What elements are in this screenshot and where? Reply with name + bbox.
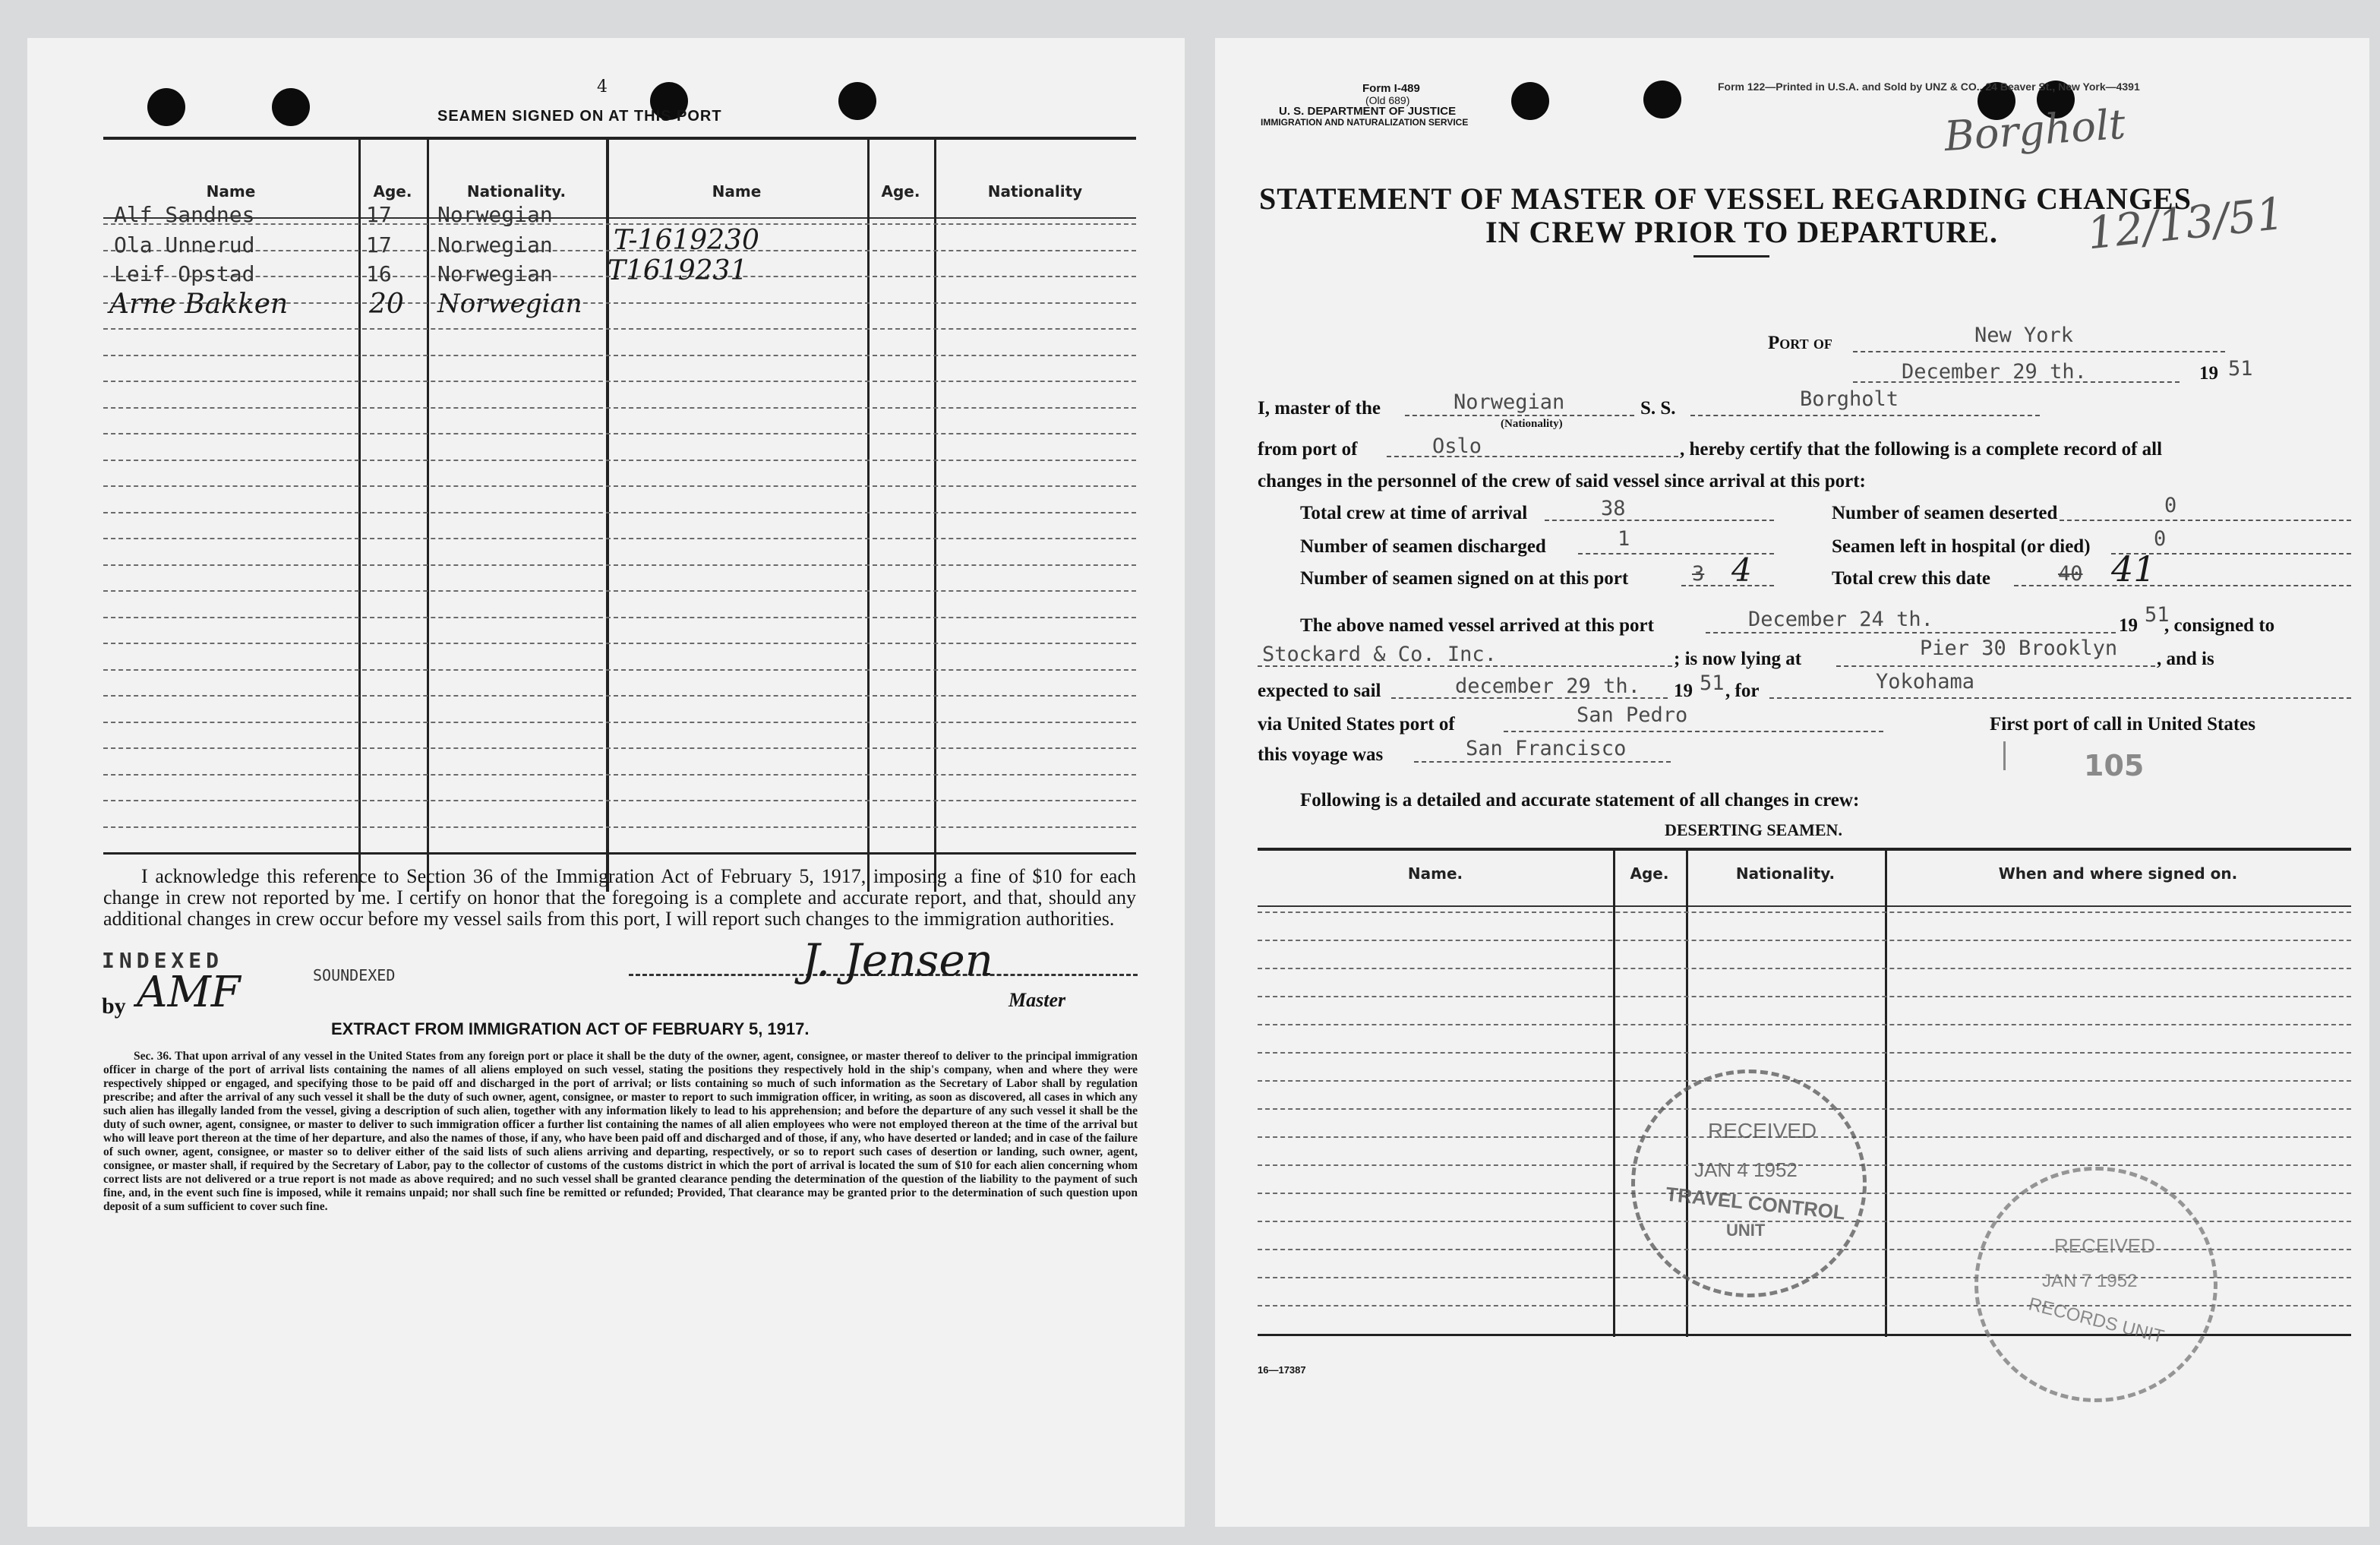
page-stamp: 105 <box>2084 749 2145 782</box>
right-page <box>1215 38 2369 1527</box>
table-header-rule <box>103 217 1136 219</box>
lying-value: Pier 30 Brooklyn <box>1920 637 2118 660</box>
stamp-received: RECEIVED <box>1708 1119 1817 1142</box>
crew-age: 17 <box>366 202 392 227</box>
signed-on-value: 4 <box>1731 551 1752 589</box>
signed-on-struck: 3 <box>1692 562 1705 586</box>
table-rule-line <box>103 512 1136 513</box>
arrived-year-prefix: 19 <box>2119 615 2138 636</box>
table-rule-line <box>103 590 1136 592</box>
punch-hole <box>147 88 185 126</box>
changes-text: changes in the personnel of the crew of said vessel since arrival at this port: <box>1258 471 1866 491</box>
total-crew-date-label: Total crew this date <box>1832 568 1991 589</box>
crew-name: Ola Unnerud <box>114 232 255 258</box>
desert-col-signed-on: When and where signed on. <box>1998 864 2238 883</box>
total-crew-arrival-value: 38 <box>1601 497 1626 520</box>
crew-age: 16 <box>366 261 392 286</box>
desert-table-header-rule <box>1258 905 2351 907</box>
for-line <box>1769 697 2351 699</box>
crew-nationality: Norwegian <box>437 232 553 258</box>
deserted-line <box>2060 520 2351 521</box>
table-bottom-rule <box>103 852 1136 855</box>
stamp-unit: TRAVEL CONTROL <box>1665 1182 1847 1224</box>
desert-rule-line <box>1258 1052 2351 1054</box>
desert-col-age: Age. <box>1630 864 1669 883</box>
via-label: via United States port of <box>1258 714 1455 735</box>
table-rule-line <box>103 328 1136 330</box>
table-rule-line <box>103 774 1136 776</box>
table-rule-line <box>103 355 1136 356</box>
year-prefix: 19 <box>2199 363 2218 384</box>
table-rule-line <box>103 433 1136 434</box>
hospital-label: Seamen left in hospital (or died) <box>1832 536 2091 557</box>
total-crew-date-value: 41 <box>2111 548 2156 589</box>
arrived-line <box>1706 632 2116 633</box>
following-text: Following is a detailed and accurate statement of all changes in crew: <box>1300 790 1860 810</box>
table-rule-line <box>103 617 1136 618</box>
signed-on-label: Number of seamen signed on at this port <box>1300 568 1629 589</box>
col-header-name: Name <box>206 182 256 201</box>
deserted-value: 0 <box>2164 494 2177 517</box>
nationality-line <box>1405 415 1634 416</box>
stamp-received: RECEIVED <box>2054 1234 2155 1257</box>
col-header-nationality: Nationality. <box>466 182 567 201</box>
col-header-age: Age. <box>373 182 412 201</box>
year-value: 51 <box>2228 357 2253 381</box>
total-crew-arrival-line <box>1545 520 1774 521</box>
table-rule-line <box>103 485 1136 487</box>
table-rule-line <box>103 826 1136 828</box>
crew-nationality: Norwegian <box>437 289 582 319</box>
received-stamp-records <box>1974 1167 2217 1402</box>
col-header-nationality-2: Nationality <box>987 182 1083 201</box>
ss-line <box>1690 415 2040 416</box>
from-port-line <box>1387 456 1678 457</box>
consigned-label: , consigned to <box>2164 615 2275 636</box>
crew-name: Leif Opstad <box>114 261 255 286</box>
desert-table-top <box>1258 848 2351 851</box>
total-crew-arrival-label: Total crew at time of arrival <box>1300 503 1528 523</box>
voyage-value: San Francisco <box>1466 737 1627 760</box>
crew-age: 17 <box>366 232 392 258</box>
desert-col-divider <box>1613 851 1615 1337</box>
annotation-date: 12/13/51 <box>2085 187 2287 260</box>
stamp-date: JAN 7 1952 <box>2042 1271 2138 1291</box>
acknowledgement-text: I acknowledge this reference to Section 36 of the Immigration Act of February 5, 1917, imposing a fine of $10 for each change in crew not reported by me. I certify on honor that the foregoing is a complete and accurate report, and that, should any additional changes in crew occur before my vessel sails from this port, I will report such changes to the immigration authorities. <box>103 865 1136 930</box>
ss-label: S. S. <box>1640 398 1676 419</box>
expected-value: december 29 th. <box>1455 675 1640 698</box>
port-of-label: Port of <box>1768 333 1832 353</box>
voyage-line <box>1414 761 1671 763</box>
department: U. S. DEPARTMENT OF JUSTICE <box>1279 105 1457 118</box>
discharged-label: Number of seamen discharged <box>1300 536 1546 557</box>
port-of-value: New York <box>1974 324 2074 347</box>
indexer-initials: AMF <box>137 968 241 1017</box>
desert-rule-line <box>1258 968 2351 969</box>
punch-hole <box>838 82 876 120</box>
first-port-label: First port of call in United States <box>1990 714 2255 735</box>
nationality-caption: (Nationality) <box>1501 418 1563 430</box>
desert-rule-line <box>1258 1024 2351 1025</box>
by-label: by <box>102 994 126 1019</box>
deserted-label: Number of seamen deserted <box>1832 503 2058 523</box>
stamp-date: JAN 4 1952 <box>1694 1158 1798 1181</box>
and-is-label: , and is <box>2157 649 2214 669</box>
col-header-age-2: Age. <box>881 182 920 201</box>
crew-nationality: Norwegian <box>437 202 553 227</box>
table-rule-line <box>103 538 1136 539</box>
service: IMMIGRATION AND NATURALIZATION SERVICE <box>1261 117 1469 128</box>
indexed-stamp: INDEXED <box>102 948 224 973</box>
table-rule-line <box>103 381 1136 382</box>
table-rule-line <box>103 669 1136 671</box>
crew-reference: T1619231 <box>608 255 748 286</box>
desert-rule-line <box>1258 940 2351 941</box>
certify-text: , hereby certify that the following is a complete record of all <box>1680 439 2163 460</box>
col-divider <box>427 140 429 892</box>
punch-hole <box>272 88 310 126</box>
annotation-vessel: Borgholt <box>1943 100 2127 161</box>
via-line <box>1504 731 1883 732</box>
nationality-value: Norwegian <box>1454 390 1565 414</box>
title-rule <box>1693 255 1769 258</box>
master-signature: J. Jensen <box>802 934 993 986</box>
table-rule-line <box>103 407 1136 409</box>
table-rule-line <box>103 800 1136 801</box>
expected-label: expected to sail <box>1258 681 1381 701</box>
deserting-heading: DESERTING SEAMEN. <box>1665 820 1842 839</box>
desert-rule-line <box>1258 996 2351 997</box>
table-rule-line <box>103 722 1136 723</box>
discharged-value: 1 <box>1618 527 1630 551</box>
received-stamp-travel-control <box>1631 1069 1867 1297</box>
from-port-value: Oslo <box>1432 434 1482 458</box>
punch-hole <box>1511 82 1549 120</box>
total-crew-date-struck: 40 <box>2058 562 2083 586</box>
for-label: , for <box>1725 681 1760 701</box>
from-port-label: from port of <box>1258 439 1358 460</box>
stamp-mark <box>2003 741 2006 770</box>
stamp-unit-2: UNIT <box>1726 1221 1766 1240</box>
hospital-value: 0 <box>2154 527 2167 551</box>
table-rule-line <box>103 643 1136 644</box>
port-of-line <box>1853 351 2225 352</box>
col-divider <box>606 140 609 892</box>
crew-reference: T-1619230 <box>614 225 759 256</box>
desert-col-nationality: Nationality. <box>1735 864 1836 883</box>
col-divider <box>934 140 936 892</box>
printer-note: Form 122—Printed in U.S.A. and Sold by UNZ & CO., 24 Beaver St., New York—4391 <box>1718 81 2140 93</box>
master-label: Master <box>1009 989 1066 1011</box>
arrived-value: December 24 th. <box>1748 608 1933 631</box>
old-form-number: (Old 689) <box>1365 94 1410 106</box>
desert-rule-line <box>1258 912 2351 913</box>
extract-heading: EXTRACT FROM IMMIGRATION ACT OF FEBRUARY 5, 1917. <box>331 1019 810 1038</box>
lying-line <box>1836 665 2155 667</box>
form-title-line2: IN CREW PRIOR TO DEPARTURE. <box>1485 215 1998 249</box>
desert-col-divider <box>1885 851 1887 1337</box>
voyage-label: this voyage was <box>1258 744 1384 765</box>
col-header-name-2: Name <box>712 182 762 201</box>
crew-nationality: Norwegian <box>437 261 553 286</box>
table-rule-line <box>103 695 1136 697</box>
stamp-unit: RECORDS UNIT <box>2026 1294 2167 1348</box>
expected-year-prefix: 19 <box>1674 681 1693 701</box>
expected-year-value: 51 <box>1700 671 1725 695</box>
lying-label: ; is now lying at <box>1674 649 1802 669</box>
punch-hole <box>1643 81 1681 118</box>
left-page <box>27 38 1185 1527</box>
table-top-rule <box>103 137 1136 140</box>
for-value: Yokohama <box>1876 670 1975 694</box>
consignee-value: Stockard & Co. Inc. <box>1262 643 1497 666</box>
desert-col-name: Name. <box>1407 864 1463 883</box>
footer-code: 16—17387 <box>1258 1364 1306 1376</box>
crew-name: Arne Bakken <box>109 289 289 320</box>
section-heading: SEAMEN SIGNED ON AT THIS PORT <box>437 108 722 125</box>
table-rule-line <box>103 747 1136 749</box>
form-title: STATEMENT OF MASTER OF VESSEL REGARDING CHANGES <box>1259 182 2192 216</box>
ss-value: Borgholt <box>1800 387 1899 411</box>
col-divider <box>358 140 361 892</box>
extract-text: Sec. 36. That upon arrival of any vessel in the United States from any foreign port or place it shall be the duty of the owner, agent, consignee, or master thereof to deliver to the principal immigration officer in charge of the port of arrival lists containing the names of all aliens employed on such vessel, stating the positions they respectively hold in the ship's company, when and where they were respectively shipped or engaged, and specifying those to be paid off and discharged in the port of arrival; or lists containing so much of such information as the Secretary of Labor shall by regulation prescribe; and after the arrival of any such vessel it shall be the duty of such owner, agent, consignee, or master to report to such immigration officer, in writing, as soon as discovered, all cases in which any such alien has illegally landed from the vessel, giving a description of such alien, together with any information likely to lead to his apprehension; and before the departure of any such vessel it shall be the duty of such owner, agent, consignee, or master to deliver to such immigration officer a further list containing the names of all alien employees who were not employed thereon at the time of the arrival but who will leave port thereon at the time of her departure, and also the names of those, if any, who have been paid off and discharged and of those, if any, who have deserted or landed; and in case of the failure of such owner, agent, consignee, or master so to deliver either of the said lists of such aliens arriving and departing, respectively, or so to report such cases of desertion or landing, such owner, agent, consignee, or master shall, if required by the Secretary of Labor, pay to the collector of customs of the customs district in which the port of arrival is located the sum of $10 for each alien concerning whom correct lists are not delivered or a true report is not made as above required; and no such vessel shall be granted clearance pending the determination of the question of the liability to the payment of such fine, and, in the event such fine is imposed, while it remains unpaid; nor shall such fine be remitted or refunded; Provided, That clearance may be granted prior to the determination of such question upon deposit of a sum sufficient to cover such fine. <box>103 1050 1138 1213</box>
table-rule-line <box>103 564 1136 566</box>
table-rule-line <box>103 460 1136 461</box>
arrived-label: The above named vessel arrived at this port <box>1300 615 1654 636</box>
soundexed-stamp: SOUNDEXED <box>313 966 396 984</box>
crew-age: 20 <box>369 289 404 320</box>
page-number: 4 <box>597 77 608 96</box>
master-of-label: I, master of the <box>1258 398 1381 419</box>
form-number: Form I-489 <box>1362 82 1420 95</box>
date-value: December 29 th. <box>1902 360 2087 384</box>
via-value: San Pedro <box>1577 703 1688 727</box>
desert-rule-line <box>1258 1080 2351 1082</box>
col-divider <box>867 140 870 892</box>
crew-name: Alf Sandnes <box>114 202 255 227</box>
arrived-year-value: 51 <box>2145 603 2170 627</box>
